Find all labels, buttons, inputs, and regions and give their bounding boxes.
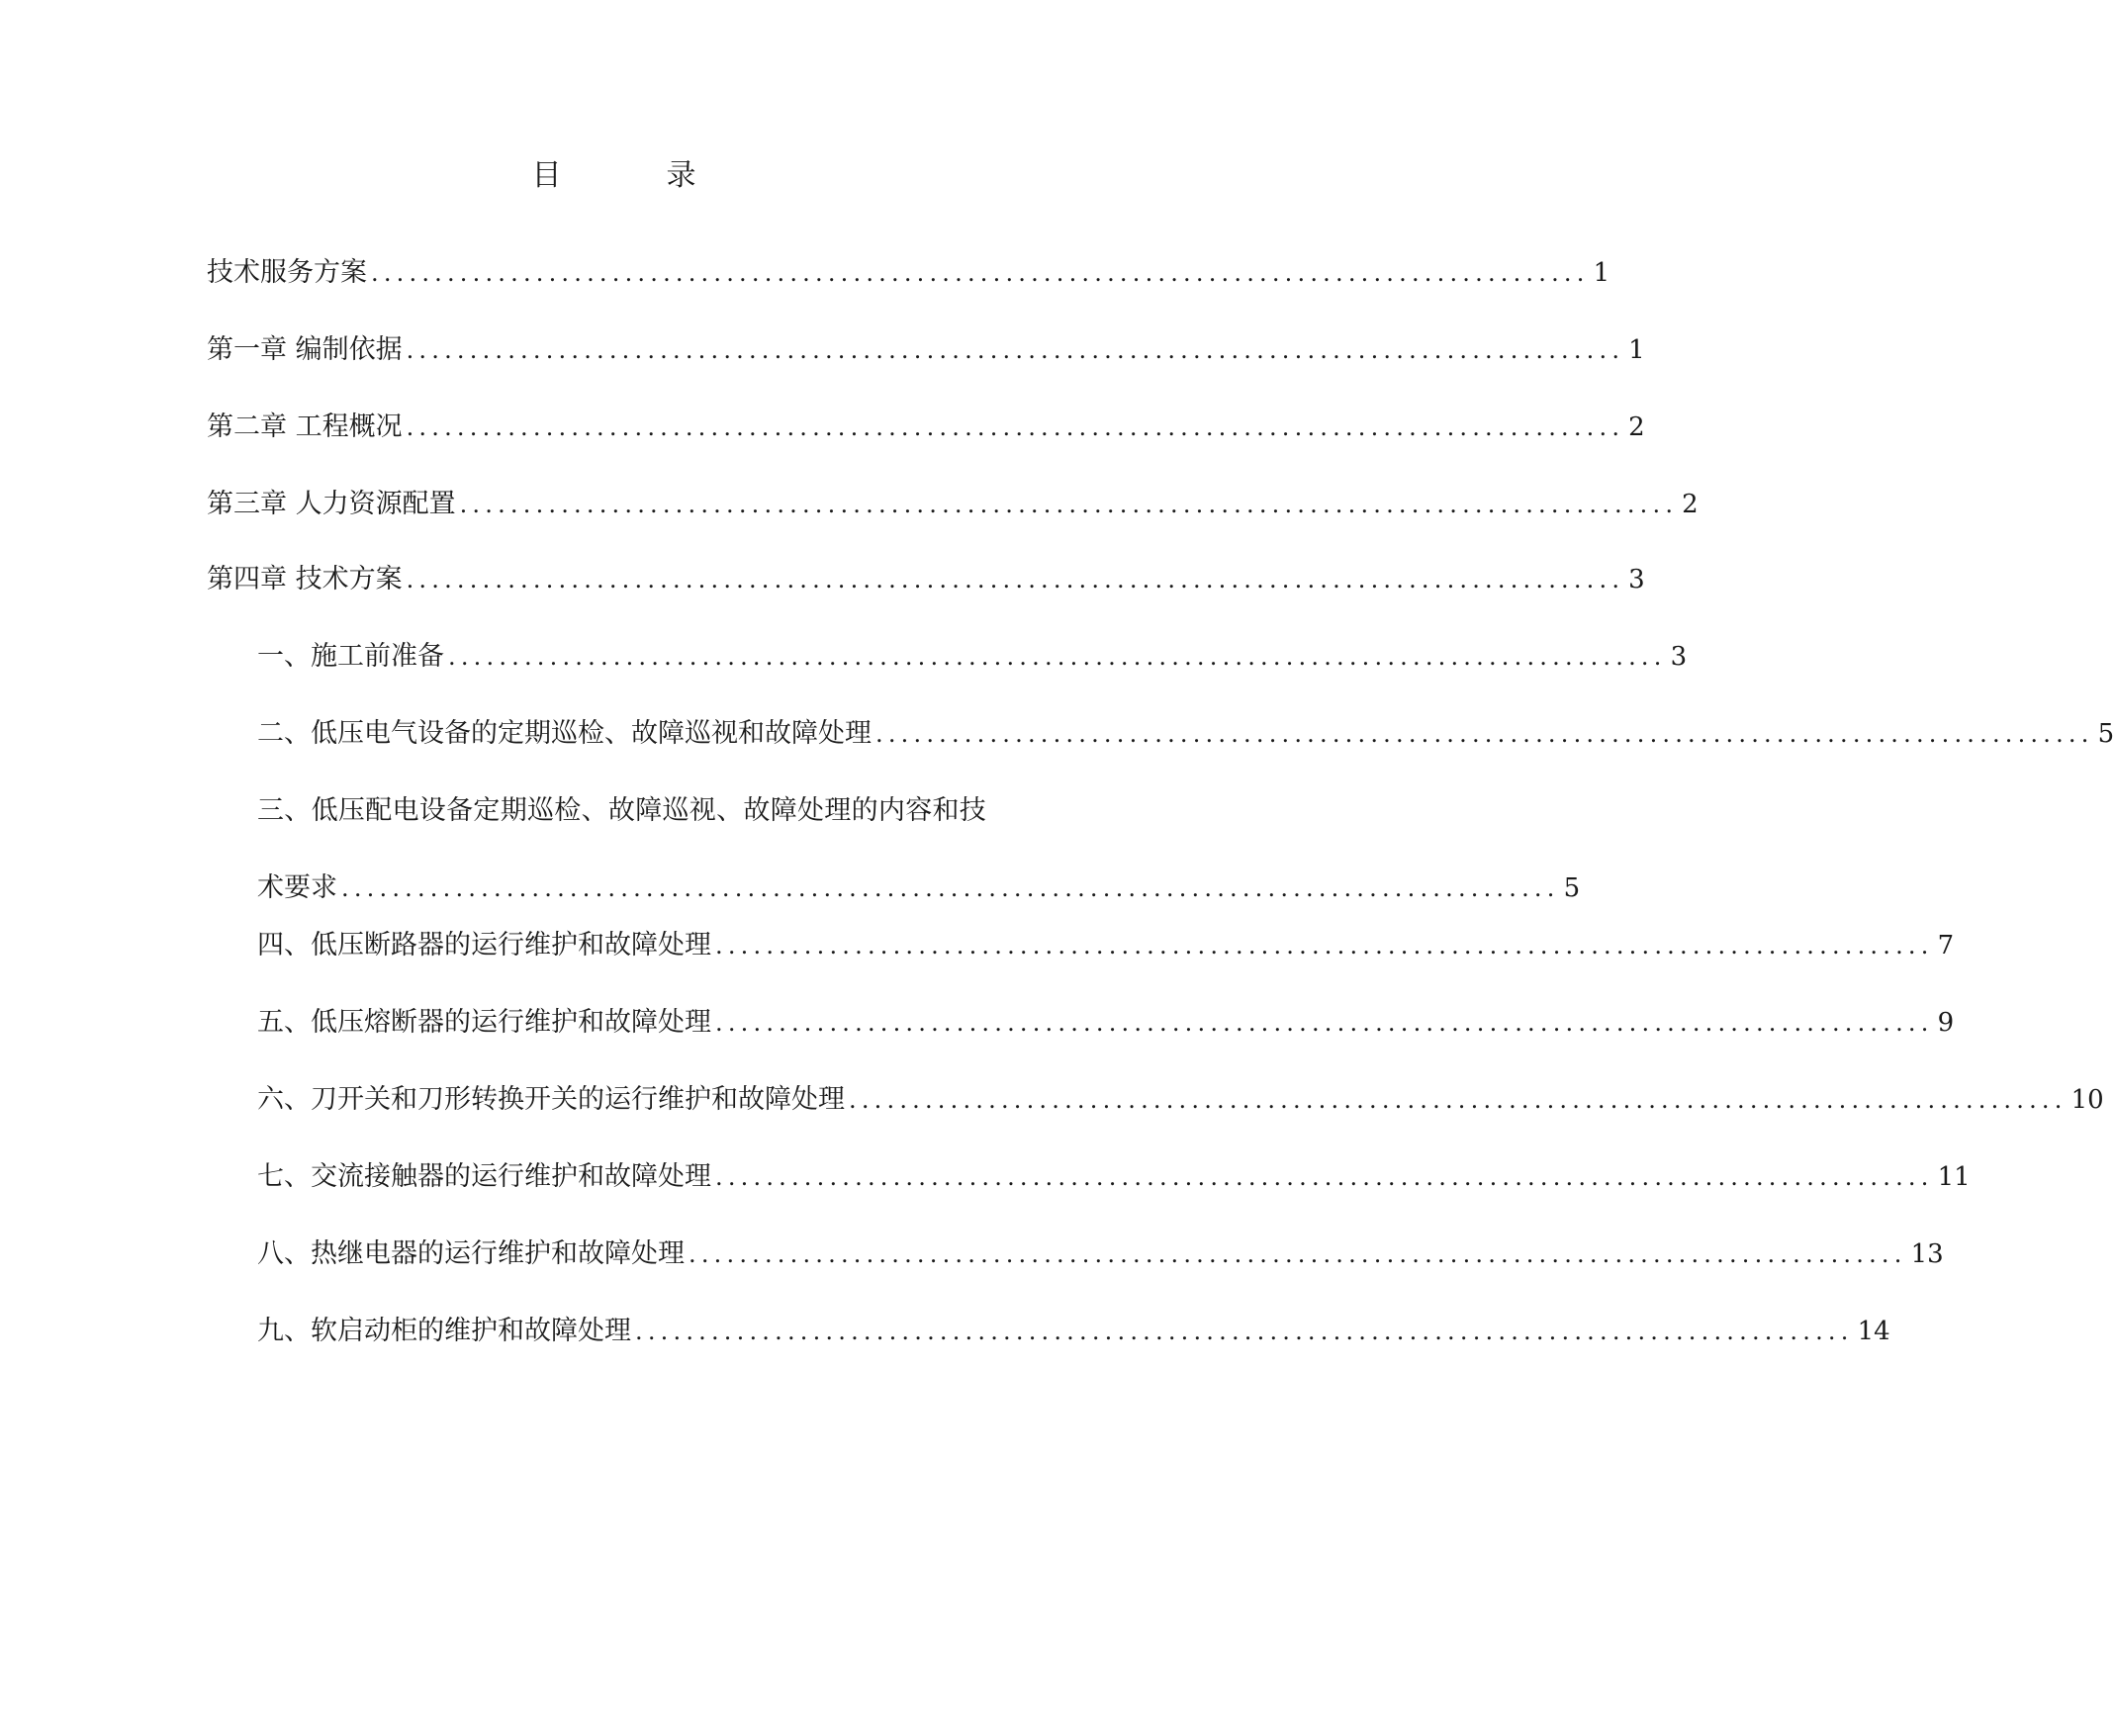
toc-entry-label-line1: 三、低压配电设备定期巡检、故障巡视、故障处理的内容和技: [257, 795, 987, 826]
dot-leader: ................................................................................................: [715, 1009, 1934, 1037]
toc-entry-page-number: 7: [1937, 931, 1955, 960]
toc-entry-label: 二、低压电气设备的定期巡检、故障巡视和故障处理: [257, 718, 872, 749]
toc-entry-label: 九、软启动柜的维护和故障处理: [257, 1316, 631, 1346]
toc-entry[interactable]: [0, 1003, 1955, 1043]
toc-entry[interactable]: [0, 253, 1610, 293]
toc-entry-label: 七、交流接触器的运行维护和故障处理: [257, 1161, 711, 1192]
toc-entry[interactable]: [0, 408, 1645, 447]
dot-leader: ................................................................................................: [849, 1086, 2068, 1114]
dot-leader: ................................................................................................: [406, 566, 1625, 594]
toc-entry-page-number: 9: [1937, 1008, 1955, 1038]
toc-entry-page-number: 2: [1682, 490, 1699, 519]
toc-entry-label: 术要求: [257, 872, 337, 903]
toc-entry[interactable]: [0, 485, 1699, 524]
dot-leader: ................................................................................................: [448, 643, 1667, 671]
toc-entry-page-number: 11: [1937, 1162, 1971, 1192]
toc-entry-page-number: 10: [2070, 1085, 2104, 1115]
toc-entry-label: 第一章 编制依据: [207, 334, 403, 365]
toc-entry-page-number: 2: [1628, 412, 1645, 442]
toc-entry[interactable]: [0, 637, 1688, 677]
dot-leader: ................................................................................................: [715, 1163, 1934, 1191]
toc-entry-label: 第三章 人力资源配置: [207, 489, 456, 519]
toc-title: 目 录: [531, 158, 734, 193]
toc-entry-label: 一、施工前准备: [257, 641, 444, 672]
toc-entry[interactable]: [0, 1312, 1890, 1351]
toc-entry[interactable]: [0, 330, 1645, 370]
dot-leader: ................................................................................................: [715, 932, 1934, 959]
toc-entry-page-number: 1: [1628, 335, 1645, 365]
toc-entry-page-number: 3: [1670, 642, 1688, 672]
toc-entry-label: 五、低压熔断器的运行维护和故障处理: [257, 1007, 711, 1038]
toc-entry-label: 第二章 工程概况: [207, 411, 403, 442]
toc-entry-label: 八、热继电器的运行维护和故障处理: [257, 1238, 685, 1269]
toc-entry[interactable]: [0, 1080, 2104, 1120]
toc-entry[interactable]: [0, 560, 1645, 599]
dot-leader: ................................................................................................: [875, 720, 2094, 748]
dot-leader: ................................................................................................: [459, 491, 1679, 518]
dot-leader: ................................................................................................: [341, 874, 1560, 902]
toc-entry-page-number: 3: [1628, 565, 1645, 594]
toc-entry-label: 四、低压断路器的运行维护和故障处理: [257, 930, 711, 960]
dot-leader: ................................................................................................: [406, 336, 1625, 364]
toc-entry[interactable]: [0, 1234, 1944, 1274]
toc-entry-page-number: 5: [1563, 873, 1581, 903]
dot-leader: ................................................................................................: [406, 413, 1625, 441]
toc-entry-label: 第四章 技术方案: [207, 564, 403, 594]
dot-leader: ................................................................................................: [371, 259, 1590, 287]
toc-entry-page-number: 5: [2097, 719, 2114, 749]
toc-entry-page-number: 14: [1857, 1317, 1890, 1346]
toc-entry-page-number: 13: [1910, 1239, 1944, 1269]
toc-entry[interactable]: [0, 714, 2114, 754]
toc-entry-label: 技术服务方案: [207, 257, 367, 288]
toc-entry[interactable]: [0, 926, 1955, 965]
dot-leader: ................................................................................................: [635, 1318, 1854, 1345]
toc-entry-multiline[interactable]: [0, 791, 1581, 910]
toc-entry-page-number: 1: [1593, 258, 1610, 288]
toc-entry-label: 六、刀开关和刀形转换开关的运行维护和故障处理: [257, 1084, 845, 1115]
toc-entry[interactable]: [0, 1157, 1971, 1197]
dot-leader: ................................................................................................: [689, 1240, 1907, 1268]
